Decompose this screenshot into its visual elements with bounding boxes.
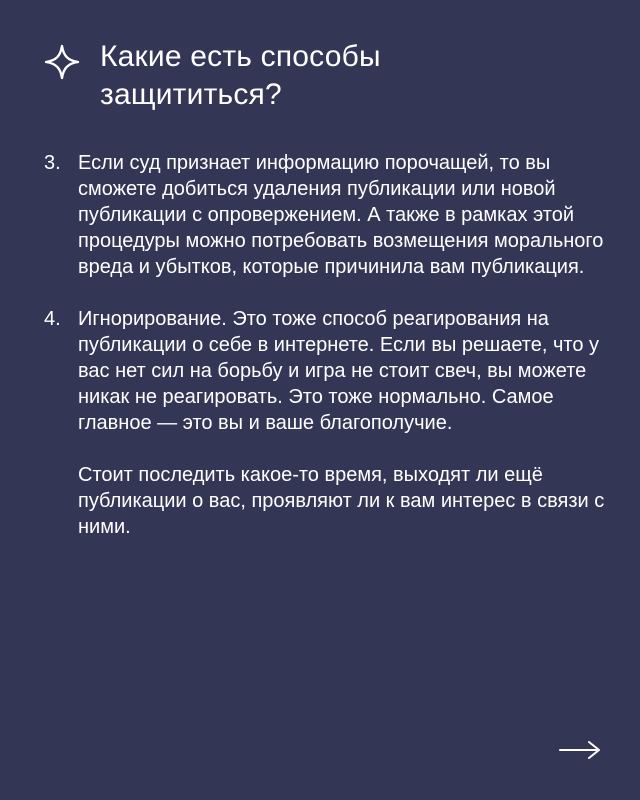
item-body [78,306,614,540]
item-paragraph: Если суд признает информацию порочащей, то вы сможете добиться удаления публикации или новой публикации с опровержением. А также в рамках этой процедуры можно потребовать возмещения морального вреда и убытков, которые причинила вам публикация. [78,152,604,278]
item-body [78,150,614,280]
list-item-4 [44,306,614,540]
list-item-3 [44,150,614,280]
content-list [44,150,614,566]
item-number: 4. [44,308,61,330]
arrow-right-icon[interactable] [558,740,602,760]
sparkle-outline-icon [44,44,80,80]
item-paragraph: Игнорирование. Это тоже способ реагирования на публикации о себе в интернете. Если вы решаете, что у вас нет сил на борьбу и игра не стоит свеч, вы можете никак не реагировать. Это тоже нормально. Самое главное — это вы и ваше благополучие. [78,308,600,434]
item-paragraph: Стоит последить какое-то время, выходят ли ещё публикации о вас, проявляют ли к вам интерес в связи с ними. [78,464,605,538]
item-number: 3. [44,152,61,174]
header [44,38,604,114]
page-title: Какие есть способы защититься? [100,40,381,111]
